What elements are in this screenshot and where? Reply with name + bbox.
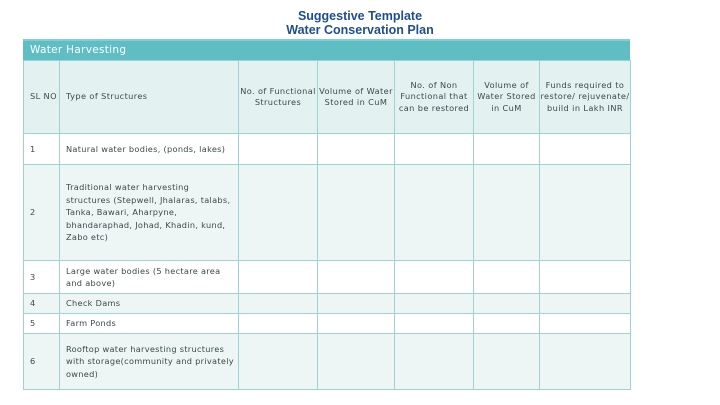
input-cell[interactable] bbox=[474, 294, 540, 314]
input-cell[interactable] bbox=[395, 294, 474, 314]
column-header-type: Type of Structures bbox=[60, 61, 239, 134]
column-header-functional-structures: No. of Functional Structures bbox=[239, 61, 318, 134]
row-sl-no: 3 bbox=[24, 261, 60, 294]
column-header-non-functional: No. of Non Functional that can be restored bbox=[395, 61, 474, 134]
table-row bbox=[24, 261, 631, 294]
input-cell[interactable] bbox=[474, 334, 540, 390]
input-cell[interactable] bbox=[474, 165, 540, 261]
column-header-volume-stored-restored: Volume of Water Stored in CuM bbox=[474, 61, 540, 134]
water-conservation-table bbox=[23, 60, 631, 390]
row-sl-no: 6 bbox=[24, 334, 60, 390]
section-header bbox=[23, 41, 630, 60]
input-cell[interactable] bbox=[540, 165, 631, 261]
row-structure-type: Rooftop water harvesting structures with storage(community and privately owned) bbox=[60, 334, 239, 390]
input-cell[interactable] bbox=[474, 261, 540, 294]
input-cell[interactable] bbox=[239, 165, 318, 261]
input-cell[interactable] bbox=[395, 334, 474, 390]
table-row bbox=[24, 294, 631, 314]
input-cell[interactable] bbox=[395, 261, 474, 294]
input-cell[interactable] bbox=[540, 261, 631, 294]
input-cell[interactable] bbox=[239, 294, 318, 314]
input-cell[interactable] bbox=[474, 314, 540, 334]
table-row bbox=[24, 165, 631, 261]
row-structure-type: Large water bodies (5 hectare area and above) bbox=[60, 261, 239, 294]
template-frame bbox=[23, 0, 630, 405]
section-title: Water Harvesting bbox=[30, 44, 127, 56]
row-structure-type: Check Dams bbox=[60, 294, 239, 314]
column-header-sl-no: SL NO bbox=[24, 61, 60, 134]
input-cell[interactable] bbox=[239, 314, 318, 334]
input-cell[interactable] bbox=[318, 314, 395, 334]
input-cell[interactable] bbox=[318, 334, 395, 390]
input-cell[interactable] bbox=[474, 134, 540, 165]
title-line-1: Suggestive Template bbox=[297, 9, 423, 23]
input-cell[interactable] bbox=[318, 165, 395, 261]
table-row bbox=[24, 334, 631, 390]
input-cell[interactable] bbox=[395, 314, 474, 334]
column-header-funds-required: Funds required to restore/ rejuvenate/ build in Lakh INR bbox=[540, 61, 631, 134]
input-cell[interactable] bbox=[318, 261, 395, 294]
column-header-volume-stored: Volume of Water Stored in CuM bbox=[318, 61, 395, 134]
row-structure-type: Traditional water harvesting structures (Stepwell, Jhalaras, talabs, Tanka, Bawari, Aharpyne, bhandaraphad, Johad, Khadin, kund, Zabo etc) bbox=[60, 165, 239, 261]
title-line-2: Water Conservation Plan bbox=[286, 23, 434, 37]
table-row bbox=[24, 314, 631, 334]
row-structure-type: Natural water bodies, (ponds, lakes) bbox=[60, 134, 239, 165]
input-cell[interactable] bbox=[239, 334, 318, 390]
row-sl-no: 5 bbox=[24, 314, 60, 334]
input-cell[interactable] bbox=[540, 314, 631, 334]
input-cell[interactable] bbox=[239, 134, 318, 165]
row-structure-type: Farm Ponds bbox=[60, 314, 239, 334]
input-cell[interactable] bbox=[540, 334, 631, 390]
table-row bbox=[24, 134, 631, 165]
input-cell[interactable] bbox=[540, 294, 631, 314]
row-sl-no: 4 bbox=[24, 294, 60, 314]
table-header-row bbox=[24, 61, 631, 134]
row-sl-no: 1 bbox=[24, 134, 60, 165]
input-cell[interactable] bbox=[540, 134, 631, 165]
input-cell[interactable] bbox=[318, 134, 395, 165]
input-cell[interactable] bbox=[239, 261, 318, 294]
input-cell[interactable] bbox=[395, 134, 474, 165]
input-cell[interactable] bbox=[318, 294, 395, 314]
row-sl-no: 2 bbox=[24, 165, 60, 261]
input-cell[interactable] bbox=[395, 165, 474, 261]
